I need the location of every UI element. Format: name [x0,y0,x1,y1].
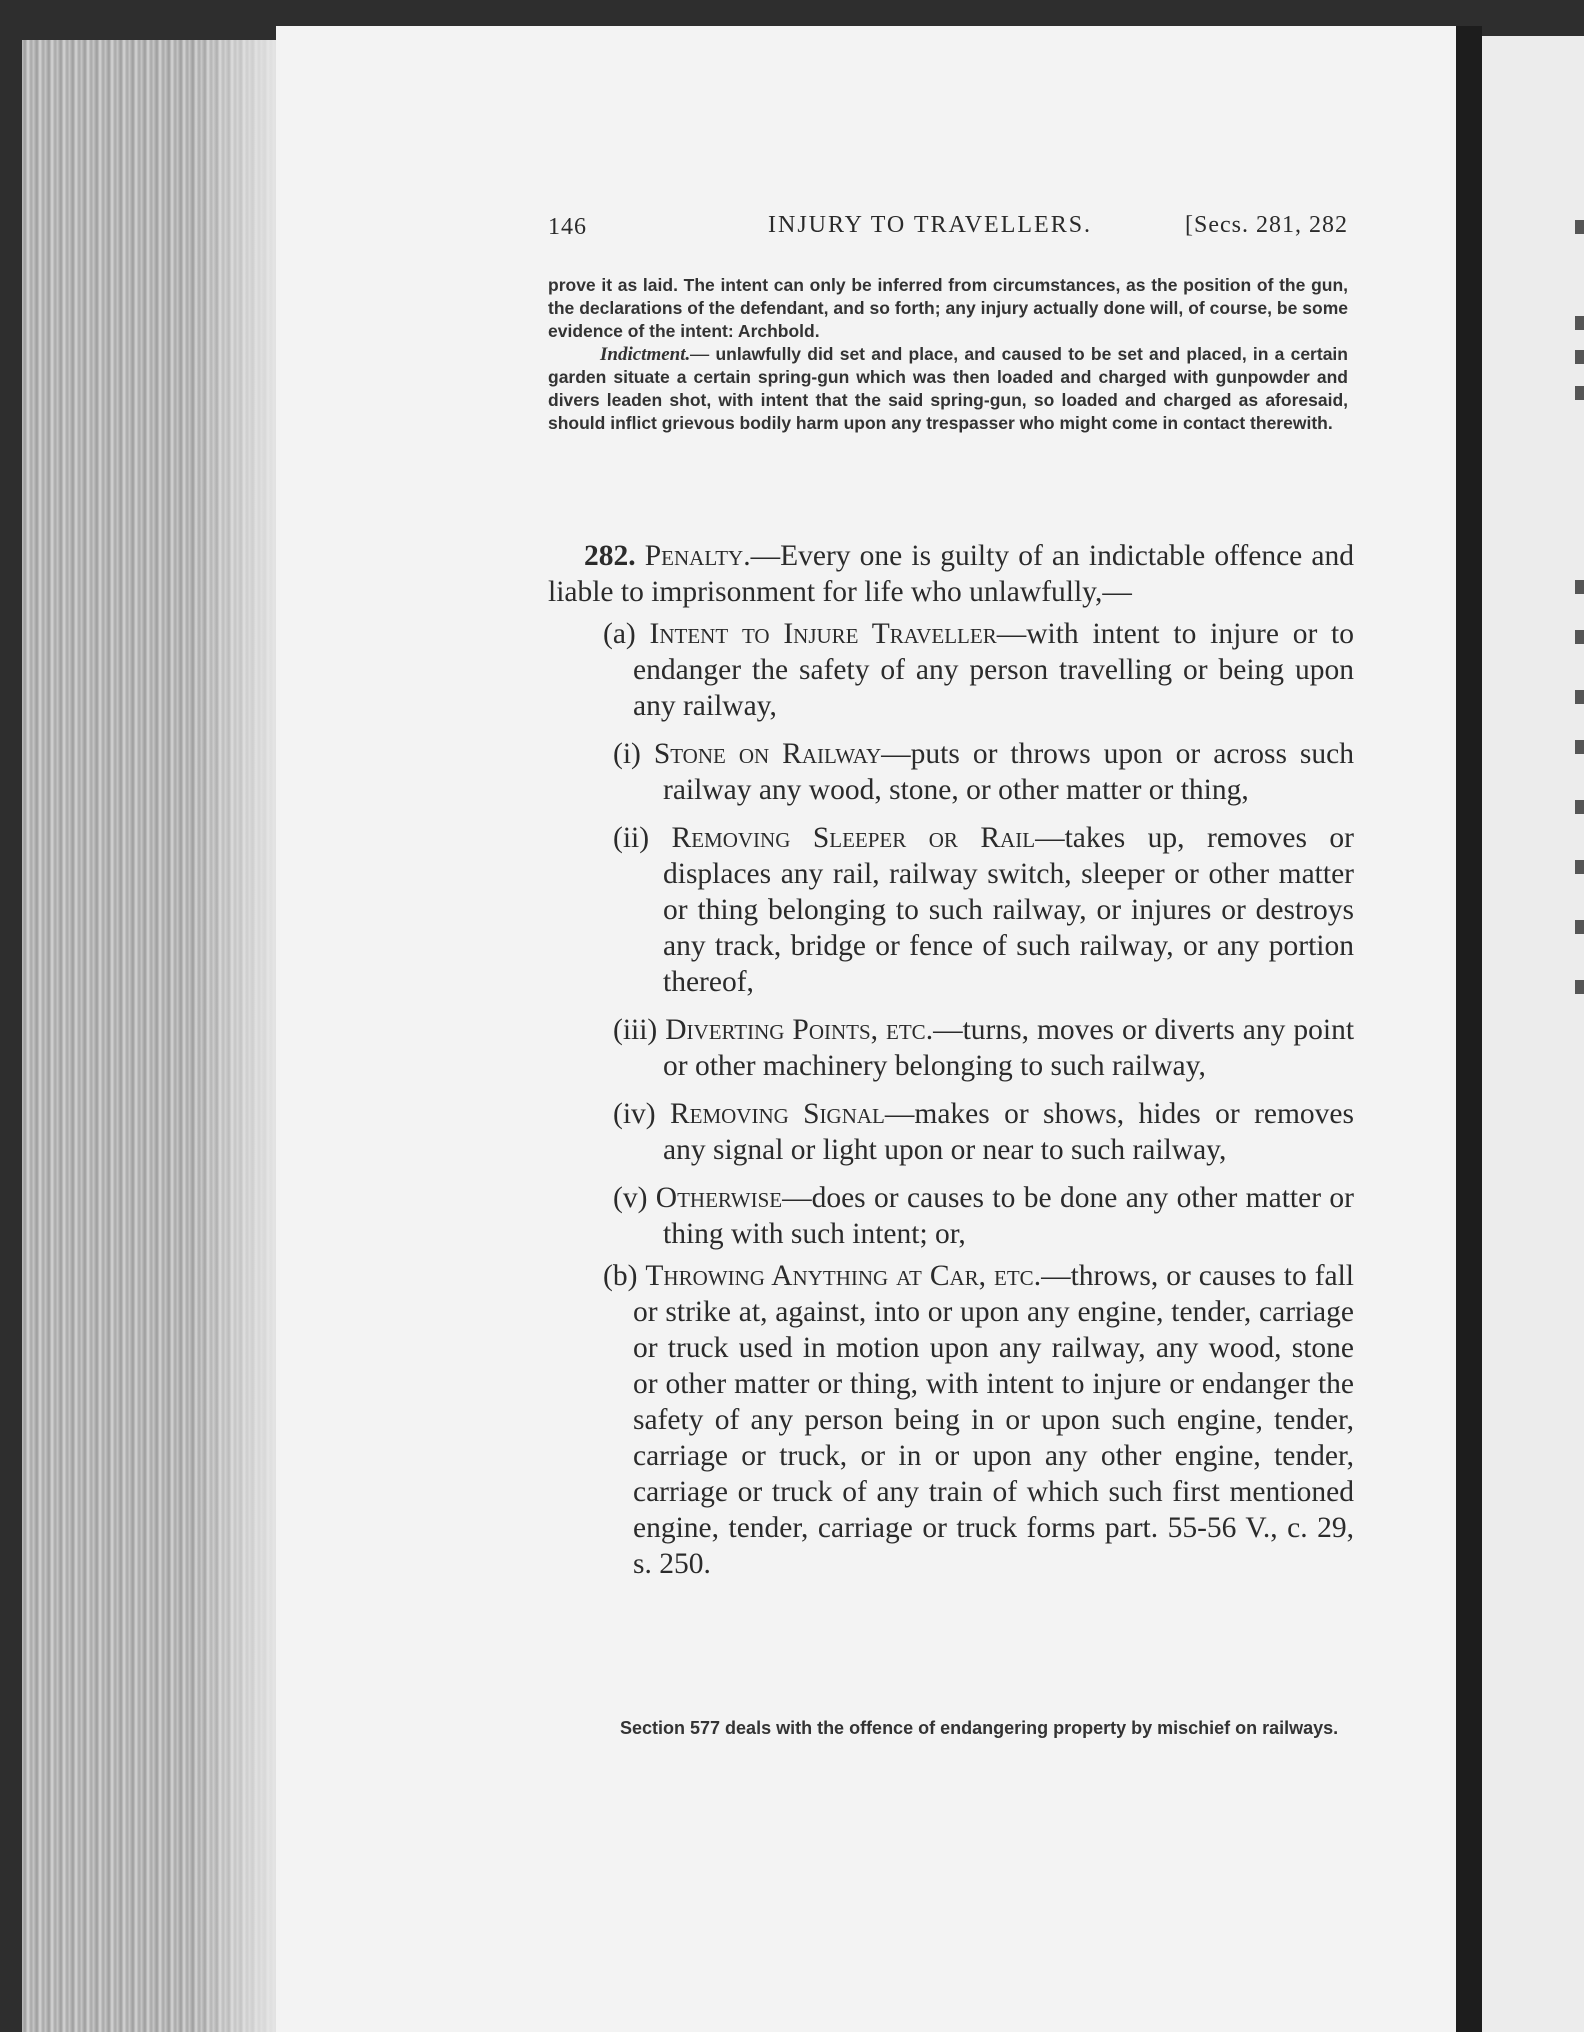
section-heading: Penalty. [644,540,751,572]
clause-b-text: —throws, or causes to fall or strike at, against, into or upon any engine, tender, carriage or truck used in motion upon any railway, any wood, stone or other matter or thing, with intent to injure or endanger the safety of any person being in or upon such engine, tender, carriage or truck, or in or upon any other engine, tender, carriage or truck of any train of which such first mentioned engine, tender, carriage or truck forms part. [633,1260,1355,1544]
page-header [548,212,1348,242]
clause-b [548,1258,1354,1582]
subclause-text: —does or causes to be done any other matter or thing with such intent; or, [663,1182,1354,1250]
subclause-marker: (iii) [613,1014,658,1046]
page-number: 146 [548,214,587,240]
subclause-iii [548,1012,1354,1084]
statute-citation: 55-56 V., c. 29, s. 250. [633,1512,1354,1580]
subclause-text: —turns, moves or diverts any point or other machinery belonging to such railway, [663,1014,1355,1082]
clause-b-marker: (b) [603,1260,638,1292]
subclause-ii [548,820,1354,1000]
facing-page-text-fragments [1575,220,1584,1120]
subclause-marker: (ii) [613,822,650,854]
sections-reference: [Secs. 281, 282 [1185,212,1348,238]
indictment-label: Indictment.— [600,344,710,365]
subclause-text: —takes up, removes or displaces any rail, railway switch, sleeper or other matter or thing belonging to such railway, or injures or destroys any track, bridge or fence of such railway, or any portion thereof, [663,822,1355,998]
clause-a-marker: (a) [603,618,636,650]
subclause-iv [548,1096,1354,1168]
subclause-heading: Diverting Points, etc. [665,1014,934,1046]
subclause-heading: Stone on Railway [653,738,882,770]
indictment-text: unlawfully did set and place, and caused to be set and placed, in a certain garden situate a certain spring-gun which was then loaded and charged with gunpowder and divers leaden shot, with intent that the said spring-gun, so loaded and charged as aforesaid, should inflict grievous bodily harm upon any trespasser who might come in contact therewith. [548,344,1348,433]
commentary-block [548,274,1348,435]
clause-a [548,616,1354,724]
subclause-marker: (iv) [613,1098,656,1130]
subclause-i [548,736,1354,808]
commentary-paragraph: prove it as laid. The intent can only be inferred from circumstances, as the position of the gun, the declarations of the defendant, and so forth; any injury actually done will, of course, be some evidence of the intent: Archbold. [548,275,1348,341]
section-number: 282. [584,540,636,572]
clause-b-heading: Throwing Anything at Car, etc. [645,1260,1042,1292]
clause-a-text: —with intent to injure or to endanger the safety of any person travelling or being upon any railway, [633,618,1355,722]
footnote [568,1716,1364,1740]
book-page-edges [22,40,284,2032]
running-title: INJURY TO TRAVELLERS. [768,212,1093,238]
subclause-marker: (i) [613,738,641,770]
subclause-text: —makes or shows, hides or removes any signal or light upon or near to such railway, [663,1098,1355,1166]
subclause-heading: Otherwise [655,1182,783,1214]
section-282 [548,538,1354,1582]
indictment-paragraph [548,343,1348,435]
section-intro [548,538,1354,610]
subclause-marker: (v) [613,1182,648,1214]
book-gutter [1456,26,1482,2032]
subclause-v [548,1180,1354,1252]
facing-page-edge [1482,36,1584,2032]
section-intro-text: —Every one is guilty of an indictable offence and liable to imprisonment for life who unlawfully,— [548,540,1354,608]
subclause-heading: Removing Signal [669,1098,885,1130]
subclause-text: —puts or throws upon or across such railway any wood, stone, or other matter or thing, [663,738,1354,806]
footnote-text: Section 577 deals with the offence of endangering property by mischief on railways. [620,1718,1339,1738]
subclause-heading: Removing Sleeper or Rail [671,822,1036,854]
clause-a-heading: Intent to Injure Traveller [649,618,997,650]
